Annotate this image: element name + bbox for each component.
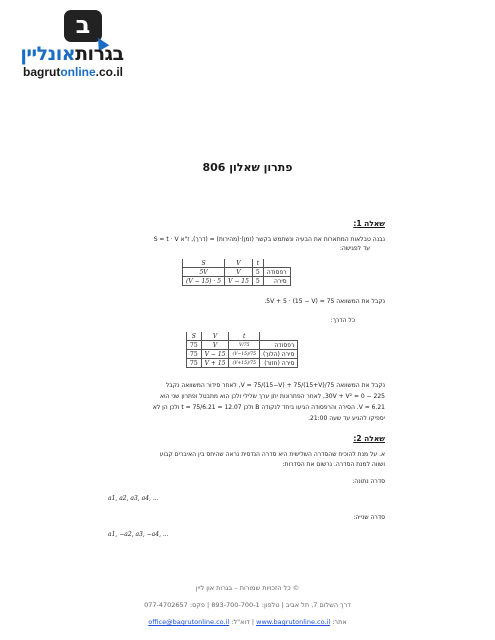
- q1-paragraph-line-3: V = 6.21. הסירה והרפסודה הגיעו ביחד לנקודה B ולכן 12.07 = t = 75/6.21 ולכן הן לא: [152, 404, 385, 411]
- logo-hebrew-text: בגרותאונליין: [20, 43, 124, 65]
- email-link[interactable]: office@bagrutonline.co.il: [148, 618, 230, 626]
- website-link[interactable]: www.bagrutonline.co.il: [256, 618, 331, 626]
- q1-table-meeting: [182, 259, 291, 286]
- table-row: t V S: [187, 332, 298, 341]
- q1-until-meeting: עד לפגישה:: [339, 245, 370, 252]
- table-row: סירה 5 15 − V 5 · (15 − V): [183, 277, 291, 286]
- q2-line-1: א. על מנת להוכיח שהסדרה השלישית היא סדרה הנדסית נראה שהיחס בין האיברים קבוע: [159, 451, 385, 458]
- table-row: t V S: [183, 259, 291, 268]
- table-row: סירה (הלוך) 75/(15−V) 15 − V 75: [187, 350, 298, 359]
- logo-badge-icon: ב: [64, 10, 102, 42]
- q1-paragraph-line-2: 225 − 30V + V² = 0, לאחר הפתרונות יתן ערך שלילי ולכן הוא מתבטל ופתרון שני הוא: [159, 393, 385, 400]
- table-row: רפסודה 75/V V 75: [187, 341, 298, 350]
- q1-equation-line: נקבל את המשוואה 5V + 5 · (15 − V) = 75.: [264, 298, 385, 305]
- q2-given-sequence-label: סדרה נתונה:: [352, 478, 385, 485]
- footer-copyright: © כל הזכויות שמורות – בגרות און ליין: [195, 584, 300, 592]
- q1-paragraph-line-4: יספיקו להגיע עד שעה 21:00.: [308, 415, 385, 422]
- question-2-heading: שאלה 2:: [353, 434, 385, 443]
- q2-second-sequence: a1, −a2, a3, −a4, ...: [108, 531, 169, 538]
- q1-all-way-label: כל הדרך:: [330, 317, 355, 324]
- q2-second-sequence-label: סדרה שנייה:: [353, 514, 385, 521]
- table-row: רפסודה 5 V 5V: [183, 268, 291, 277]
- table-row: סירה (חזור) 75/(15+V) 15 + V 75: [187, 359, 298, 368]
- q2-given-sequence: a1, a2, a3, a4, ...: [108, 495, 159, 502]
- page-title: פתרון שאלון 806: [202, 161, 293, 174]
- q1-intro: נבנה טבלאות המתארות את הבעיה ונשתמש בקשר (זמן)·(מהירות) = (דרך), ז"א S = t · V: [153, 236, 385, 243]
- footer-address: דרך השלום 7, תל אביב | טלפון: 893-700-700-1 | פקס: 077-4702657: [144, 601, 351, 609]
- logo-english-text: bagrutonline.co.il: [22, 65, 124, 79]
- question-1-heading: שאלה 1:: [353, 219, 385, 228]
- q1-table-all-way: [186, 332, 298, 368]
- q1-paragraph-line-1: נקבל את המשוואה 75/V = 75/(15−V) + 75/(15+V), לאחר סידור המשוואה נקבל: [165, 382, 385, 389]
- q2-line-2: ושווה למנת הסדרה. נרשום את הסדרות:: [282, 461, 385, 468]
- footer-contact: אתר: www.bagrutonline.co.il | דוא"ל: office@bagrutonline.co.il: [148, 618, 347, 626]
- bagrut-online-logo: [8, 8, 128, 80]
